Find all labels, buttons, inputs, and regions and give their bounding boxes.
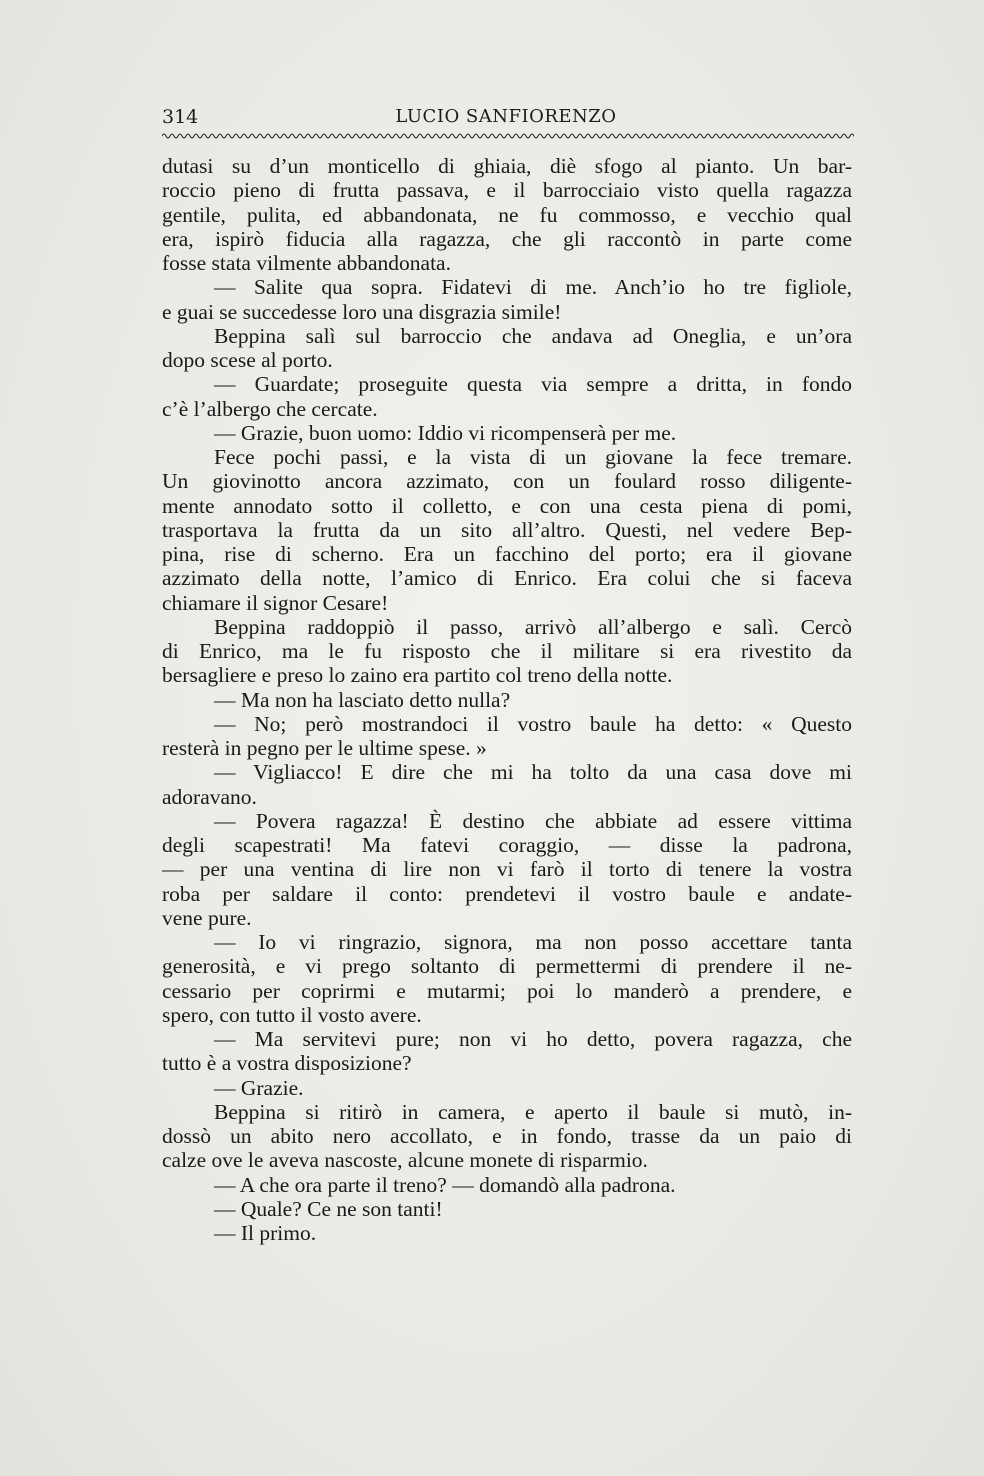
text-line: e guai se succedesse loro una disgrazia simile! <box>162 299 562 324</box>
text-line: era, ispirò fiducia alla ragazza, che gli raccontò in parte come <box>162 226 852 251</box>
text-line: fosse stata vilmente abbandonata. <box>162 251 451 275</box>
text-line: trasportava la frutta da un sito all’altro. Questi, nel vedere Bep- <box>162 517 852 542</box>
decorative-wavy-rule <box>162 130 854 142</box>
text-line: — Salite qua sopra. Fidatevi di me. Anch’io ho tre figliole, <box>214 275 852 300</box>
text-line: cessario per coprirmi e mutarmi; poi lo manderò a prendere, e <box>162 978 852 1003</box>
text-line: — Povera ragazza! È destino che abbiate ad essere vittima <box>214 808 852 833</box>
text-line: adoravano. <box>162 784 257 809</box>
text-line: di Enrico, ma le fu risposto che il militare si era rivestito da <box>162 639 852 663</box>
text-line: dutasi su d’un monticello di ghiaia, diè sfogo al pianto. Un bar- <box>162 154 852 178</box>
text-line: — Io vi ringrazio, signora, ma non posso accettare tanta <box>214 930 852 954</box>
text-line: — Grazie. <box>214 1075 304 1100</box>
text-line: Beppina salì sul barroccio che andava ad Oneglia, e un’ora <box>214 323 852 348</box>
body-text <box>162 154 852 1245</box>
text-line: — Guardate; proseguite questa via sempre a dritta, in fondo <box>214 372 852 397</box>
text-line: vene pure. <box>162 905 252 930</box>
text-line: dossò un abito nero accollato, e in fondo, trasse da un paio di <box>162 1124 852 1148</box>
text-line: — Vigliacco! E dire che mi ha tolto da una casa dove mi <box>214 760 852 785</box>
text-line: Un giovinotto ancora azzimato, con un foulard rosso diligente- <box>162 469 852 494</box>
text-line: spero, con tutto il vosto avere. <box>162 1002 422 1027</box>
text-line: pina, rise di scherno. Era un facchino del porto; era il giovane <box>162 542 852 566</box>
text-line: azzimato della notte, l’amico di Enrico. Era colui che si faceva <box>162 566 852 591</box>
text-line: — No; però mostrandoci il vostro baule ha detto: « Questo <box>214 711 852 736</box>
text-line: — Grazie, buon uomo: Iddio vi ricompenserà per me. <box>214 420 677 445</box>
text-line: resterà in pegno per le ultime spese. » <box>162 736 487 760</box>
text-line: roccio pieno di frutta passava, e il barrocciaio visto quella ragazza <box>162 178 852 203</box>
text-line: Beppina raddoppiò il passo, arrivò all’albergo e salì. Cercò <box>214 614 852 639</box>
text-line: c’è l’albergo che cercate. <box>162 396 378 421</box>
text-line: — A che ora parte il treno? — domandò alla padrona. <box>214 1172 676 1197</box>
text-line: dopo scese al porto. <box>162 348 333 372</box>
text-line: gentile, pulita, ed abbandonata, ne fu commosso, e vecchio qual <box>162 202 852 227</box>
text-line: Fece pochi passi, e la vista di un giovane la fece tremare. <box>214 445 852 469</box>
text-line: tutto è a vostra disposizione? <box>162 1051 412 1076</box>
text-line: roba per saldare il conto: prendetevi il vostro baule e andate- <box>162 881 852 906</box>
text-line: — Ma servitevi pure; non vi ho detto, povera ragazza, che <box>214 1027 852 1051</box>
text-line: — per una ventina di lire non vi farò il torto di tenere la vostra <box>162 857 852 882</box>
text-line: — Il primo. <box>214 1221 317 1245</box>
text-line: — Quale? Ce ne son tanti! <box>214 1196 443 1221</box>
text-line: mente annodato sotto il colletto, e con una cesta piena di pomi, <box>162 493 852 518</box>
text-line: calze ove le aveva nascoste, alcune monete di risparmio. <box>162 1148 648 1173</box>
text-line: chiamare il signor Cesare! <box>162 590 389 615</box>
running-head: LUCIO SANFIORENZO <box>395 106 617 127</box>
text-line: Beppina si ritirò in camera, e aperto il baule si mutò, in- <box>214 1099 852 1124</box>
text-line: degli scapestrati! Ma fatevi coraggio, — disse la padrona, <box>162 833 852 857</box>
page-number: 314 <box>162 106 199 128</box>
text-line: bersagliere e preso lo zaino era partito col treno della notte. <box>162 663 673 688</box>
text-line: generosità, e vi prego soltanto di permettermi di prendere il ne- <box>162 954 852 979</box>
text-line: — Ma non ha lasciato detto nulla? <box>214 687 511 712</box>
